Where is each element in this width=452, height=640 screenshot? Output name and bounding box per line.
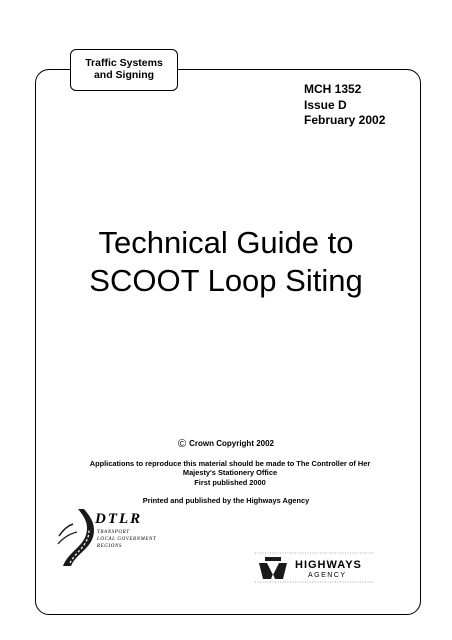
- title-line-2: SCOOT Loop Siting: [89, 263, 363, 298]
- document-date: February 2002: [304, 113, 386, 127]
- title-line-1: Technical Guide to: [98, 225, 354, 260]
- dtlr-sub-local-government: LOCAL GOVERNMENT: [97, 537, 157, 542]
- reproduction-line-2: Majesty's Stationery Office: [182, 468, 278, 478]
- document-title: [0, 224, 452, 300]
- document-issue: Issue D: [304, 97, 347, 112]
- dtlr-subtitle: [97, 529, 156, 550]
- highways-agency-name: HIGHWAYS: [295, 559, 362, 571]
- dtlr-road-icon: [57, 506, 97, 568]
- document-info: [304, 82, 385, 129]
- copyright-text: Crown Copyright 2002: [189, 439, 274, 448]
- dtlr-name: DTLR: [95, 511, 143, 527]
- copyright-notice: [0, 438, 452, 450]
- document-number: MCH 1352: [304, 82, 362, 96]
- series-tab: [70, 49, 178, 91]
- reproduction-line-1: Applications to reproduce this material should be made to The Controller of Her: [89, 459, 371, 468]
- dtlr-sub-regions: REGIONS: [97, 544, 123, 549]
- publisher-note: Printed and published by the Highways Agency: [142, 496, 310, 505]
- reproduction-notice: [60, 459, 400, 487]
- copyright-symbol: ©: [177, 438, 187, 450]
- highways-agency-logo: [255, 549, 375, 585]
- dtlr-logo: [57, 506, 157, 570]
- series-tab-line-2: and Signing: [93, 69, 155, 81]
- reproduction-line-3: First published 2000: [194, 477, 266, 487]
- highways-agency-subtitle: AGENCY: [308, 572, 347, 579]
- dtlr-sub-transport: TRANSPORT: [97, 530, 130, 535]
- series-tab-line-1: Traffic Systems: [85, 57, 163, 69]
